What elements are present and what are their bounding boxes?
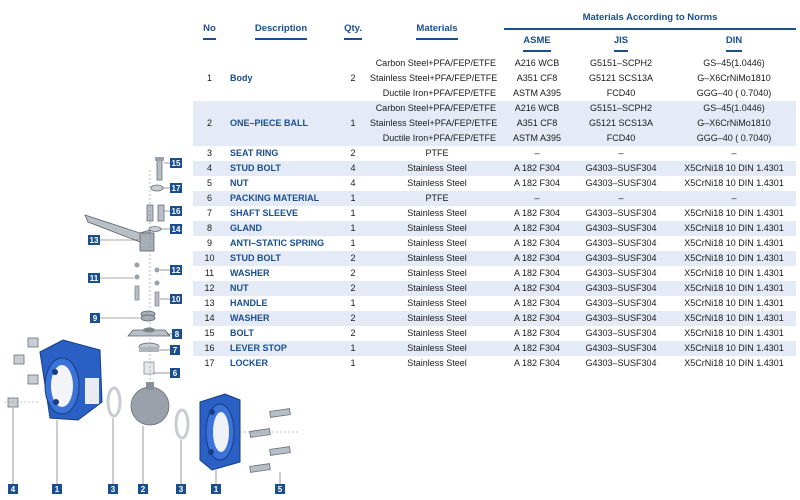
header-description: Description (226, 6, 336, 56)
row-jis: G4303–SUSF304 (585, 268, 657, 278)
row-description: WASHER (230, 268, 270, 278)
row-no: 12 (193, 281, 226, 296)
table-row (193, 221, 796, 236)
row-no: 4 (193, 161, 226, 176)
header-materials: Materials (370, 6, 504, 56)
row-description: NUT (230, 178, 249, 188)
row-no: 7 (206, 208, 212, 218)
ball-2 (131, 382, 169, 425)
header-no: No (193, 6, 226, 56)
row-jis: – (618, 148, 624, 158)
row-qty: 1 (350, 298, 356, 308)
row-description: WASHER (226, 311, 336, 326)
row-jis: G4303–SUSF304 (585, 358, 657, 368)
row-din: X5CrNi18 10 DIN 1.4301 (672, 341, 796, 356)
row-description: HANDLE (230, 298, 268, 308)
row-description: BOLT (230, 328, 254, 338)
row-qty: 2 (350, 268, 356, 278)
row-description: SEAT RING (230, 148, 279, 158)
row-din: X5CrNi18 10 DIN 1.4301 (684, 328, 784, 338)
row-jis: G5151–SCPH2 (589, 58, 653, 68)
row-asme: A216 WCB (504, 101, 570, 116)
callout-8: 8 (174, 330, 180, 339)
seat-ring-3-left (108, 388, 120, 416)
row-jis: G4303–SUSF304 (570, 251, 672, 266)
handle-13 (85, 215, 154, 251)
row-description: STUD BOLT (226, 251, 336, 266)
washer-14 (149, 227, 161, 232)
table-row (193, 101, 796, 116)
row-asme: A351 CF8 (516, 73, 558, 83)
row-asme: ASTM A395 (512, 88, 562, 98)
row-material: Stainless Steel (407, 268, 467, 278)
row-description: PACKING MATERIAL (226, 191, 336, 206)
table-row (193, 206, 796, 221)
header-norms: Materials According to Norms (504, 6, 796, 29)
table-row (193, 56, 796, 71)
row-no: 6 (193, 191, 226, 206)
row-material: Stainless Steel (407, 298, 467, 308)
row-qty: 2 (350, 328, 356, 338)
row-din: X5CrNi18 10 DIN 1.4301 (672, 221, 796, 236)
row-description: ANTI–STATIC SPRING (230, 238, 325, 248)
table-row (193, 356, 796, 371)
row-qty: 2 (336, 281, 370, 296)
row-material: Stainless Steel (370, 221, 504, 236)
table-row (193, 296, 796, 311)
row-din: G–X6CrNiMo1810 (697, 73, 771, 83)
row-material: PTFE (425, 148, 449, 158)
row-din: G–X6CrNiMo1810 (672, 116, 796, 131)
row-jis: G4303–SUSF304 (570, 341, 672, 356)
row-asme: A 182 F304 (504, 221, 570, 236)
callout-2: 2 (140, 485, 146, 494)
row-material: Stainless Steel (407, 328, 467, 338)
table-row (193, 266, 796, 281)
row-jis: G4303–SUSF304 (585, 328, 657, 338)
row-jis: G4303–SUSF304 (570, 281, 672, 296)
row-material: Stainless Steel+PFA/FEP/ETFE (370, 116, 504, 131)
table-row (193, 311, 796, 326)
callout-7: 7 (172, 346, 178, 355)
shaft-sleeve-7 (139, 343, 159, 352)
seat-ring-3-right (176, 410, 188, 438)
row-din: X5CrNi18 10 DIN 1.4301 (672, 311, 796, 326)
row-asme: A 182 F304 (504, 281, 570, 296)
row-material: Stainless Steel (370, 281, 504, 296)
row-qty: 2 (350, 148, 356, 158)
row-asme: A 182 F304 (513, 178, 561, 188)
row-din: X5CrNi18 10 DIN 1.4301 (684, 358, 784, 368)
row-no: 3 (206, 148, 212, 158)
row-din: X5CrNi18 10 DIN 1.4301 (684, 208, 784, 218)
callout-3a: 3 (110, 485, 116, 494)
row-material: Stainless Steel (407, 178, 467, 188)
row-material: Carbon Steel+PFA/FEP/ETFE (375, 58, 496, 68)
row-description: SHAFT SLEEVE (230, 208, 299, 218)
parts-materials-table (193, 6, 796, 371)
header-qty: Qty. (336, 6, 370, 56)
row-din: X5CrNi18 10 DIN 1.4301 (672, 251, 796, 266)
row-no: 15 (204, 328, 215, 338)
row-material: Ductile Iron+PFA/FEP/ETFE (382, 88, 496, 98)
row-jis: – (570, 191, 672, 206)
row-material: Stainless Steel (370, 341, 504, 356)
row-asme: A 182 F304 (504, 311, 570, 326)
row-din: GS–45(1.0446) (703, 58, 765, 68)
row-description: LOCKER (230, 358, 268, 368)
table-row (193, 236, 796, 251)
row-material: Stainless Steel (407, 208, 467, 218)
row-no: 11 (204, 268, 215, 278)
row-jis: G4303–SUSF304 (585, 298, 657, 308)
callout-17: 17 (171, 184, 181, 193)
row-jis: G4303–SUSF304 (585, 208, 657, 218)
row-no: 16 (193, 341, 226, 356)
callout-15: 15 (171, 159, 181, 168)
spring-9 (141, 311, 155, 321)
row-din: GS–45(1.0446) (672, 101, 796, 116)
row-description: LEVER STOP (226, 341, 336, 356)
row-no: 10 (193, 251, 226, 266)
row-no: 13 (204, 298, 215, 308)
row-material: Stainless Steel (370, 161, 504, 176)
row-din: – (731, 148, 737, 158)
row-jis: G4303–SUSF304 (570, 161, 672, 176)
row-no: 5 (206, 178, 212, 188)
header-asme: ASME (504, 29, 570, 56)
row-qty: 1 (336, 191, 370, 206)
row-qty: 1 (350, 238, 356, 248)
row-material: Ductile Iron+PFA/FEP/ETFE (370, 131, 504, 146)
table-row (193, 251, 796, 266)
row-jis: G4303–SUSF304 (570, 311, 672, 326)
row-material: Stainless Steel+PFA/FEP/ETFE (370, 73, 498, 83)
packing-6 (144, 362, 154, 374)
row-qty: 1 (336, 221, 370, 236)
row-din: X5CrNi18 10 DIN 1.4301 (672, 281, 796, 296)
row-asme: A 182 F304 (513, 358, 561, 368)
callout-1b: 1 (213, 485, 219, 494)
row-material: Stainless Steel (370, 311, 504, 326)
row-no: 17 (204, 358, 215, 368)
callout-1a: 1 (54, 485, 60, 494)
table-row (193, 176, 796, 191)
header-jis: JIS (570, 29, 672, 56)
row-qty: 1 (350, 208, 356, 218)
row-din: GGG–40 ( 0.7040) (696, 88, 772, 98)
stud-bolt-10 (135, 286, 159, 306)
row-jis: FCD40 (570, 131, 672, 146)
row-asme: A 182 F304 (513, 298, 561, 308)
body-1-left (40, 340, 102, 420)
locker-17 (151, 185, 163, 191)
row-din: GGG–40 ( 0.7040) (672, 131, 796, 146)
table-row (193, 326, 796, 341)
table-row (193, 281, 796, 296)
row-qty: 4 (350, 178, 356, 188)
row-description: STUD BOLT (226, 161, 336, 176)
row-din: X5CrNi18 10 DIN 1.4301 (672, 161, 796, 176)
row-din: X5CrNi18 10 DIN 1.4301 (684, 298, 784, 308)
row-jis: G5121 SCS13A (570, 116, 672, 131)
bolt-15 (155, 157, 164, 180)
row-asme: – (534, 148, 540, 158)
row-asme: A 182 F304 (504, 341, 570, 356)
row-no: 14 (193, 311, 226, 326)
header-din: DIN (672, 29, 796, 56)
callout-6: 6 (172, 369, 178, 378)
row-asme: A351 CF8 (504, 116, 570, 131)
stud-bolts-right (250, 409, 291, 473)
callout-10: 10 (171, 295, 181, 304)
row-jis: G4303–SUSF304 (585, 238, 657, 248)
row-asme: A 182 F304 (513, 238, 561, 248)
body-1-right (200, 394, 240, 470)
row-asme: – (504, 191, 570, 206)
row-qty: 1 (336, 101, 370, 146)
row-material: Stainless Steel (407, 238, 467, 248)
row-description: ONE–PIECE BALL (226, 101, 336, 146)
callout-4: 4 (10, 485, 16, 494)
gland-8 (128, 328, 170, 337)
row-qty: 2 (336, 311, 370, 326)
row-jis: G4303–SUSF304 (570, 221, 672, 236)
row-qty: 4 (336, 161, 370, 176)
row-jis: G5121 SCS13A (588, 73, 654, 83)
row-jis: G5151–SCPH2 (570, 101, 672, 116)
lever-stop-16 (147, 205, 164, 221)
row-qty: 2 (350, 73, 356, 83)
row-asme: A 182 F304 (513, 268, 561, 278)
row-qty: 2 (336, 251, 370, 266)
callout-9: 9 (92, 314, 98, 323)
nuts-left (8, 338, 38, 407)
row-jis: G4303–SUSF304 (585, 178, 657, 188)
row-description: GLAND (226, 221, 336, 236)
row-material: Stainless Steel (407, 358, 467, 368)
parts-table-body (193, 56, 796, 371)
row-din: X5CrNi18 10 DIN 1.4301 (684, 268, 784, 278)
row-asme: A 182 F304 (504, 251, 570, 266)
row-qty: 1 (336, 341, 370, 356)
row-material: Carbon Steel+PFA/FEP/ETFE (370, 101, 504, 116)
table-row (193, 161, 796, 176)
callout-11: 11 (89, 274, 99, 283)
row-asme: A 182 F304 (513, 208, 561, 218)
row-asme: ASTM A395 (504, 131, 570, 146)
row-din: – (672, 191, 796, 206)
callout-3b: 3 (178, 485, 184, 494)
row-asme: A216 WCB (514, 58, 560, 68)
row-no: 1 (206, 73, 212, 83)
row-qty: 1 (350, 358, 356, 368)
row-description: NUT (226, 281, 336, 296)
row-asme: A 182 F304 (513, 328, 561, 338)
callout-5: 5 (277, 485, 283, 494)
row-no: 9 (206, 238, 212, 248)
callout-13: 13 (89, 236, 99, 245)
table-row (193, 146, 796, 161)
row-material: PTFE (370, 191, 504, 206)
callout-16: 16 (171, 207, 181, 216)
callout-14: 14 (171, 225, 181, 234)
row-din: X5CrNi18 10 DIN 1.4301 (684, 178, 784, 188)
table-row (193, 341, 796, 356)
row-no: 2 (193, 101, 226, 146)
table-row (193, 191, 796, 206)
row-din: X5CrNi18 10 DIN 1.4301 (684, 238, 784, 248)
callout-12: 12 (171, 266, 181, 275)
row-no: 8 (193, 221, 226, 236)
row-description: Body (230, 73, 253, 83)
row-material: Stainless Steel (370, 251, 504, 266)
row-jis: FCD40 (606, 88, 636, 98)
row-asme: A 182 F304 (504, 161, 570, 176)
